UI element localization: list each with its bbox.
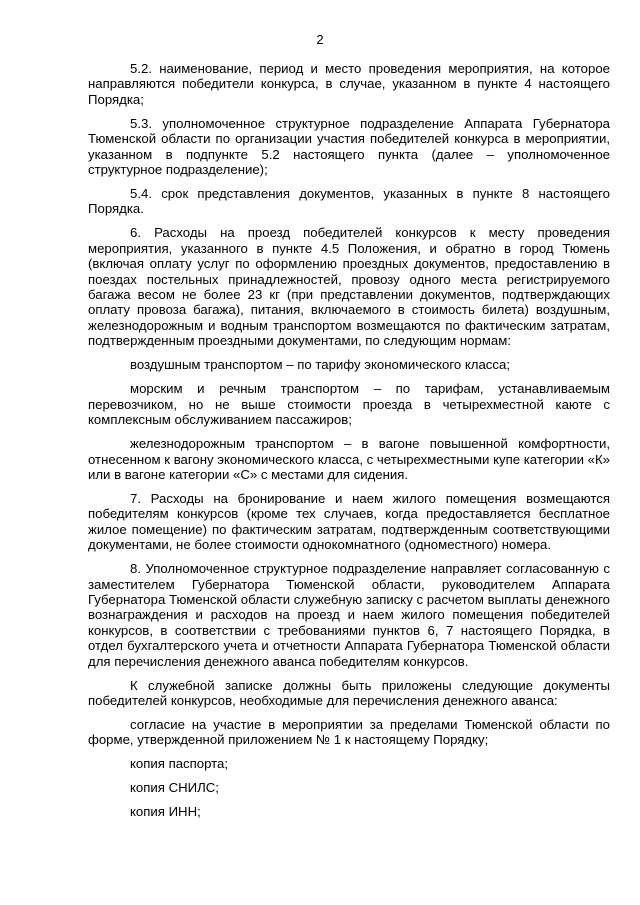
paragraph-5-4: 5.4. срок представления документов, указанных в пункте 8 настоящего Порядка.: [88, 186, 610, 217]
list-item-snils-copy: копия СНИЛС;: [130, 780, 219, 796]
paragraph-5-3: 5.3. уполномоченное структурное подразделение Аппарата Губернатора Тюменской области по организации участия победителей конкурса в мероприятии, указанном в подпункте 5.2 настоящего пункта (далее – уполномоченное структурное подразделение);: [88, 115, 610, 178]
document-body: [88, 61, 610, 828]
page-number: 2: [316, 32, 324, 47]
paragraph-air-transport: воздушным транспортом – по тарифу экономического класса;: [130, 357, 510, 373]
paragraph-8: 8. Уполномоченное структурное подразделение направляет согласованную с заместителем Губернатора Тюменской области, руководителем Аппарата Губернатора Тюменской области служебную записку с расчетом выплаты денежного вознаграждения и расходов на проезд и наем жилого помещения победителей конкурсов, в соответствии с требованиями пунктов 6, 7 настоящего Порядка, в отдел бухгалтерского учета и отчетности Аппарата Губернатора Тюменской области для перечисления денежного аванса победителям конкурсов.: [88, 561, 610, 669]
list-item-inn-copy: копия ИНН;: [130, 804, 201, 820]
list-item-consent: согласие на участие в мероприятии за пределами Тюменской области по форме, утвержденной приложением № 1 к настоящему Порядку;: [88, 716, 610, 748]
paragraph-7: 7. Расходы на бронирование и наем жилого помещения возмещаются победителям конкурсов (кроме тех случаев, когда предоставляется бесплатное жилое помещение) по фактическим затратам, подтвержденным соответствующими документами, не более стоимости однокомнатного (одноместного) номера.: [88, 490, 610, 553]
paragraph-sea-river-transport: морским и речным транспортом – по тарифам, устанавливаемым перевозчиком, но не выше стоимости проезда в четырехместной каюте с комплексным обслуживанием пассажиров;: [88, 381, 610, 428]
list-item-passport-copy: копия паспорта;: [130, 756, 229, 772]
paragraph-6: 6. Расходы на проезд победителей конкурсов к месту проведения мероприятия, указанного в пункте 4.5 Положения, и обратно в город Тюмень (включая оплату услуг по оформлению проездных документов, предоставлению в поездах постельных принадлежностей, провозу одного места регистрируемого багажа весом не более 23 кг (при представлении документов, подтверждающих оплату провоза багажа), питания, включаемого в стоимость билета) воздушным, железнодорожным и водным транспортом возмещаются по фактическим затратам, подтвержденным проездными документами, по следующим нормам:: [88, 225, 610, 349]
paragraph-5-2: 5.2. наименование, период и место проведения мероприятия, на которое направляются победители конкурса, в случае, указанном в пункте 4 настоящего Порядка;: [88, 61, 610, 107]
paragraph-attachments-intro: К служебной записке должны быть приложены следующие документы победителей конкурсов, необходимые для перечисления денежного аванса:: [88, 677, 610, 708]
paragraph-rail-transport: железнодорожным транспортом – в вагоне повышенной комфортности, отнесенном к вагону экономического класса, с четырехместными купе категории «К» или в вагоне категории «С» с местами для сидения.: [88, 436, 610, 482]
